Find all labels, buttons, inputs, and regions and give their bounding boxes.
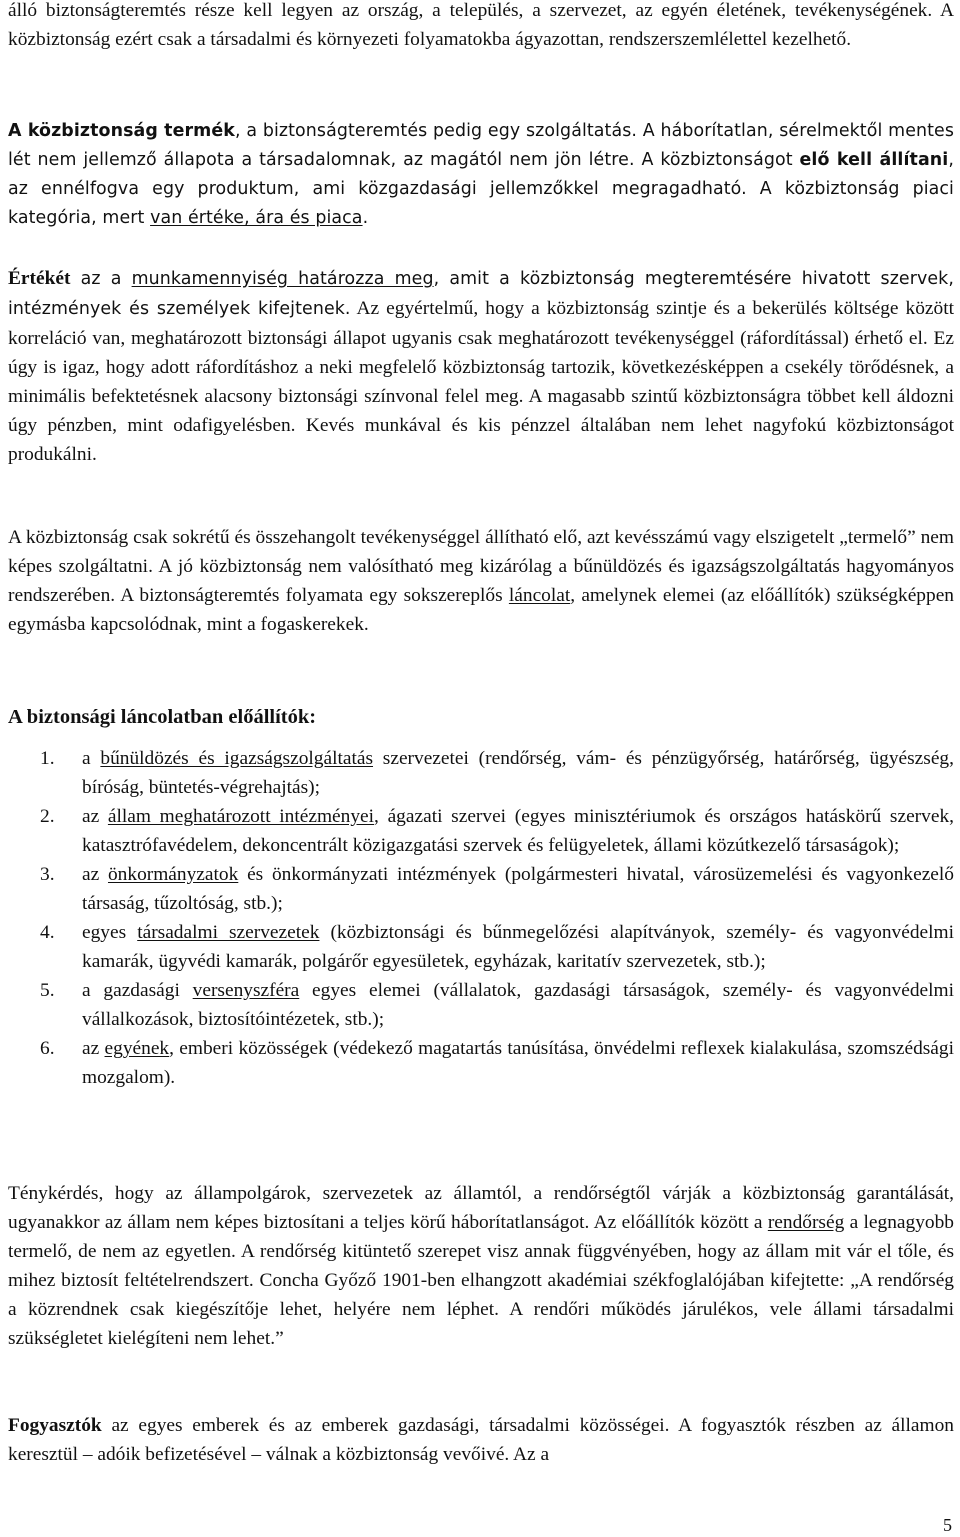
section-heading: A biztonsági láncolatban előállítók:	[8, 706, 317, 728]
list-item: 4. egyes társadalmi szervezetek (közbiztonsági és bűnmegelőzési alapítványok, személy- és vagyonvédelmi kamarák, ügyvédi kamarák, polgárőr egyesületek, egyházak, karitatív szervezetek, stb.);	[40, 922, 955, 972]
underlined-phrase: munkamennyiség határozza meg	[131, 269, 434, 289]
paragraph-value: Értékét az a munkamennyiség határozza meg, amit a közbiztonság megteremtésére hivatott szervek, intézmények és személyek kifejtenek. Az egyértelmű, hogy a közbiztonság szintje és a bekerülés költsége között korreláció van, meghatározott biztonsági állapot ugyanis csak meghatározott tevékenységgel (ráfordítással) érhető el. Ez úgy is igaz, hogy adott ráfordításhoz a neki megfelelő közbiztonság tartozik, következésképpen a csekély törődésnek, a minimális befektetésnek alacsony biztonsági színvonal felel meg. A magasabb szintű közbiztonságra többet kell áldozni úgy pénzben, mint odafigyelésben. Kevés munkával és kis pénzzel általában nem lehet nagyfokú közbiztonságot produkálni.	[8, 268, 954, 465]
paragraph-police: Ténykérdés, hogy az állampolgárok, szervezetek az államtól, a rendőrségtől várják a közbiztonság garantálását, ugyanakkor az állam nem képes biztosítani a teljes körű háborítatlanságot. Az előállítók között a rendőrség a legnagyobb termelő, de nem az egyetlen. A rendőrség kitüntető szerepet visz annak függvényében, hogy az állam mit vár el tőle, és mihez biztosít feltételrendszert. Concha Győző 1901-ben elhangzott akadémiai székfoglalójában kifejtette: „A rendőrség a közrendnek csak kiegészítője lehet, helyére nem léphet. A rendőri működés járulékos, vele állami társadalmi szükségletet kielégíteni nem lehet.”	[8, 1183, 954, 1349]
list-item: 2. az állam meghatározott intézményei, ágazati szervei (egyes minisztériumok és országos hatáskörű szervek, katasztrófavédelem, dekoncentrált közigazgatási szervek és felügyeletek, állami közútkezelő társaságok);	[40, 806, 954, 856]
underlined-phrase: önkormányzatok	[107, 864, 239, 885]
underlined-phrase: van értéke, ára és piaca	[150, 208, 363, 228]
underlined-phrase: állam meghatározott intézményei	[107, 806, 375, 827]
paragraph-consumers: Fogyasztók az egyes emberek és az emberek gazdasági, társadalmi közösségei. A fogyasztók részben az államon keresztül – adóik befizetésével – válnak a közbiztonság vevőivé. Az a	[8, 1415, 954, 1465]
paragraph-chain: A közbiztonság csak sokrétű és összehangolt tevékenységgel állítható elő, azt kevésszámú vagy elszigetelt „termelő” nem képes szolgáltatni. A jó közbiztonság nem valósítható meg kizárólag a bűnüldözés és igazságszolgáltatás hagyományos rendszerében. A biztonságteremtés folyamata egy sokszereplős láncolat, amelynek elemei (az előállítók) szükségképpen egymásba kapcsolódnak, mint a fogaskerekek.	[8, 527, 954, 635]
bold-phrase: Fogyasztók	[8, 1415, 102, 1436]
bold-phrase: A közbiztonság termék	[8, 121, 235, 141]
underlined-phrase: rendőrség	[767, 1212, 845, 1233]
list-item: 3. az önkormányzatok és önkormányzati intézmények (polgármesteri hivatal, városüzemelési és vagyonkezelő társaság, tűzoltóság, stb.);	[40, 864, 955, 914]
page-number: 5	[943, 1515, 952, 1535]
underlined-phrase: láncolat	[508, 585, 571, 606]
bold-phrase: elő kell állítani	[799, 150, 949, 170]
underlined-phrase: versenyszféra	[192, 980, 300, 1001]
bold-phrase: Értékét	[8, 268, 71, 289]
underlined-phrase: egyének	[104, 1038, 170, 1059]
list-item: 5. a gazdasági versenyszféra egyes elemei (vállalatok, gazdasági társaságok, személy- és vagyonvédelmi vállalkozások, biztosítóintézetek, stb.);	[40, 980, 955, 1030]
underlined-phrase: társadalmi szervezetek	[137, 922, 320, 943]
producer-list	[8, 744, 954, 1092]
list-item: 1. a bűnüldözés és igazságszolgáltatás szervezetei (rendőrség, vám- és pénzügyőrség, határőrség, ügyészség, bíróság, büntetés-végrehajtás);	[40, 748, 954, 798]
underlined-phrase: bűnüldözés és igazságszolgáltatás	[100, 748, 374, 769]
paragraph-product: A közbiztonság termék, a biztonságteremtés pedig egy szolgáltatás. A háborítatlan, sérelmektől mentes lét nem jellemző állapota a társadalomnak, az magától nem jön létre. A közbiztonságot elő kell állítani, az ennélfogva egy produktum, ami közgazdasági jellemzőkkel megragadható. A közbiztonság piaci kategória, mert van értéke, ára és piaca.	[8, 121, 954, 228]
paragraph-intro: álló biztonságteremtés része kell legyen az ország, a település, a szervezet, az egyén életének, tevékenységének. A közbiztonság ezért csak a társadalmi és környezeti folyamatokba ágyazottan, rendszerszemlélettel kezelhető.	[8, 0, 954, 50]
list-item: 6. az egyének, emberi közösségek (védekező magatartás tanúsítása, önvédelmi reflexek kialakulása, szomszédsági mozgalom).	[40, 1038, 954, 1088]
